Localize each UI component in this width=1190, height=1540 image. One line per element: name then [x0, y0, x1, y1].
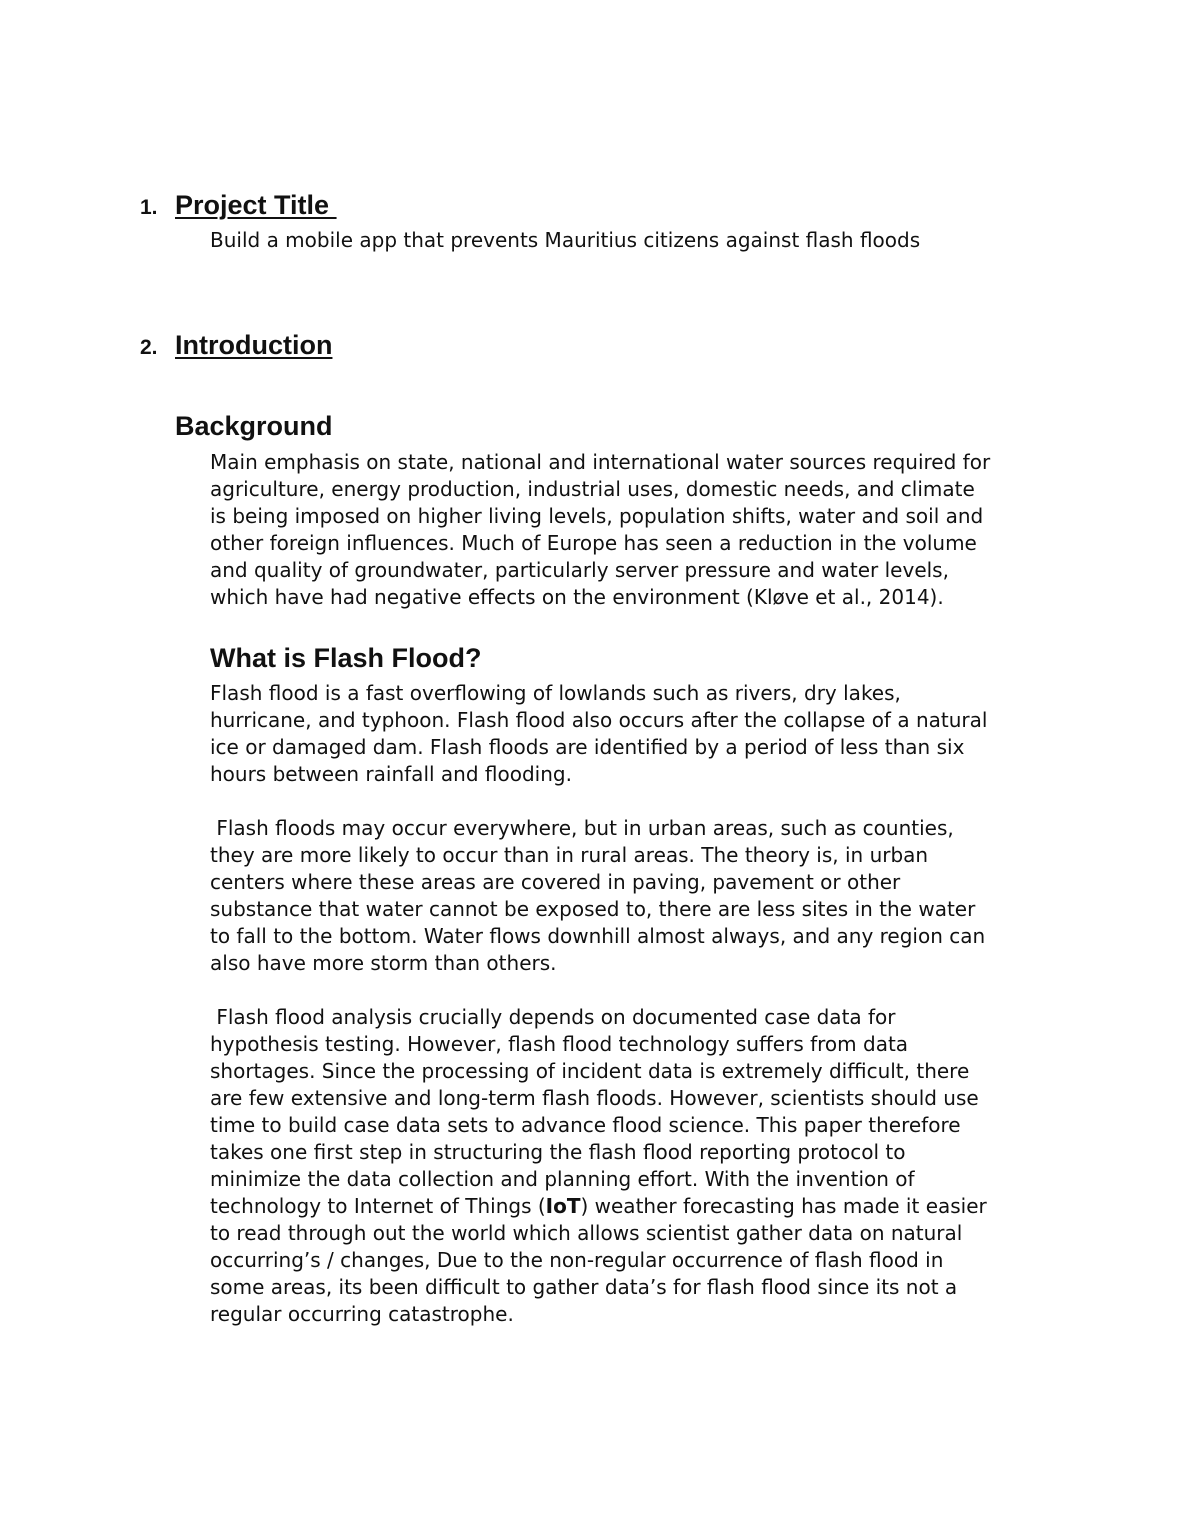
paragraph-line: hours between rainfall and flooding. [210, 762, 572, 786]
flash-flood-paragraph-2 [210, 815, 1060, 977]
background-heading: Background [175, 411, 333, 441]
paragraph-line: they are more likely to occur than in rural areas. The theory is, in urban [210, 843, 929, 867]
section-number: 1. [140, 196, 158, 219]
section-title: Project Title [175, 190, 337, 220]
flash-flood-paragraph-3 [210, 1004, 1060, 1328]
section-number: 2. [140, 336, 158, 359]
background-paragraph [210, 449, 1060, 611]
paragraph-line: ice or damaged dam. Flash floods are identified by a period of less than six [210, 735, 965, 759]
flash-flood-paragraph-1 [210, 680, 1060, 788]
paragraph-line: also have more storm than others. [210, 951, 557, 975]
paragraph-line: takes one first step in structuring the flash flood reporting protocol to [210, 1140, 906, 1164]
paragraph-line: substance that water cannot be exposed to, there are less sites in the water [210, 897, 976, 921]
section-title: Introduction [175, 330, 333, 360]
paragraph-line: hypothesis testing. However, flash flood technology suffers from data [210, 1032, 909, 1056]
paragraph-line: other foreign influences. Much of Europe has seen a reduction in the volume [210, 531, 977, 555]
paragraph-line: regular occurring catastrophe. [210, 1302, 514, 1326]
paragraph-line: time to build case data sets to advance flood science. This paper therefore [210, 1113, 961, 1137]
paragraph-line: hurricane, and typhoon. Flash flood also occurs after the collapse of a natural [210, 708, 988, 732]
paragraph-line: Flash flood is a fast overflowing of lowlands such as rivers, dry lakes, [210, 681, 901, 705]
paragraph-line: to fall to the bottom. Water flows downhill almost always, and any region can [210, 924, 986, 948]
paragraph-line: Flash flood analysis crucially depends on documented case data for [210, 1005, 896, 1029]
paragraph-line: and quality of groundwater, particularly server pressure and water levels, [210, 558, 949, 582]
iot-line-post: ) weather forecasting has made it easier [580, 1194, 987, 1218]
project-title-text: Build a mobile app that prevents Mauritius citizens against flash floods [210, 228, 921, 252]
paragraph-line: shortages. Since the processing of incident data is extremely difficult, there [210, 1059, 970, 1083]
paragraph-line: agriculture, energy production, industrial uses, domestic needs, and climate [210, 477, 975, 501]
iot-line-pre: technology to Internet of Things ( [210, 1194, 546, 1218]
paragraph-line: is being imposed on higher living levels, population shifts, water and soil and [210, 504, 984, 528]
paragraph-line: some areas, its been difficult to gather data’s for flash flood since its not a [210, 1275, 958, 1299]
section-heading-project-title [140, 190, 337, 221]
paragraph-line: are few extensive and long-term flash floods. However, scientists should use [210, 1086, 979, 1110]
flash-flood-heading: What is Flash Flood? [210, 643, 482, 673]
paragraph-line: Flash floods may occur everywhere, but in urban areas, such as counties, [210, 816, 954, 840]
paragraph-line: minimize the data collection and planning effort. With the invention of [210, 1167, 915, 1191]
paragraph-line-iot [210, 1193, 1060, 1220]
paragraph-line: Main emphasis on state, national and international water sources required for [210, 450, 991, 474]
paragraph-line: centers where these areas are covered in paving, pavement or other [210, 870, 901, 894]
paragraph-line: which have had negative effects on the environment (Kløve et al., 2014). [210, 585, 944, 609]
iot-term: IoT [545, 1194, 581, 1218]
section-heading-introduction [140, 330, 332, 361]
paragraph-line: occurring’s / changes, Due to the non-regular occurrence of flash flood in [210, 1248, 944, 1272]
paragraph-line: to read through out the world which allows scientist gather data on natural [210, 1221, 963, 1245]
